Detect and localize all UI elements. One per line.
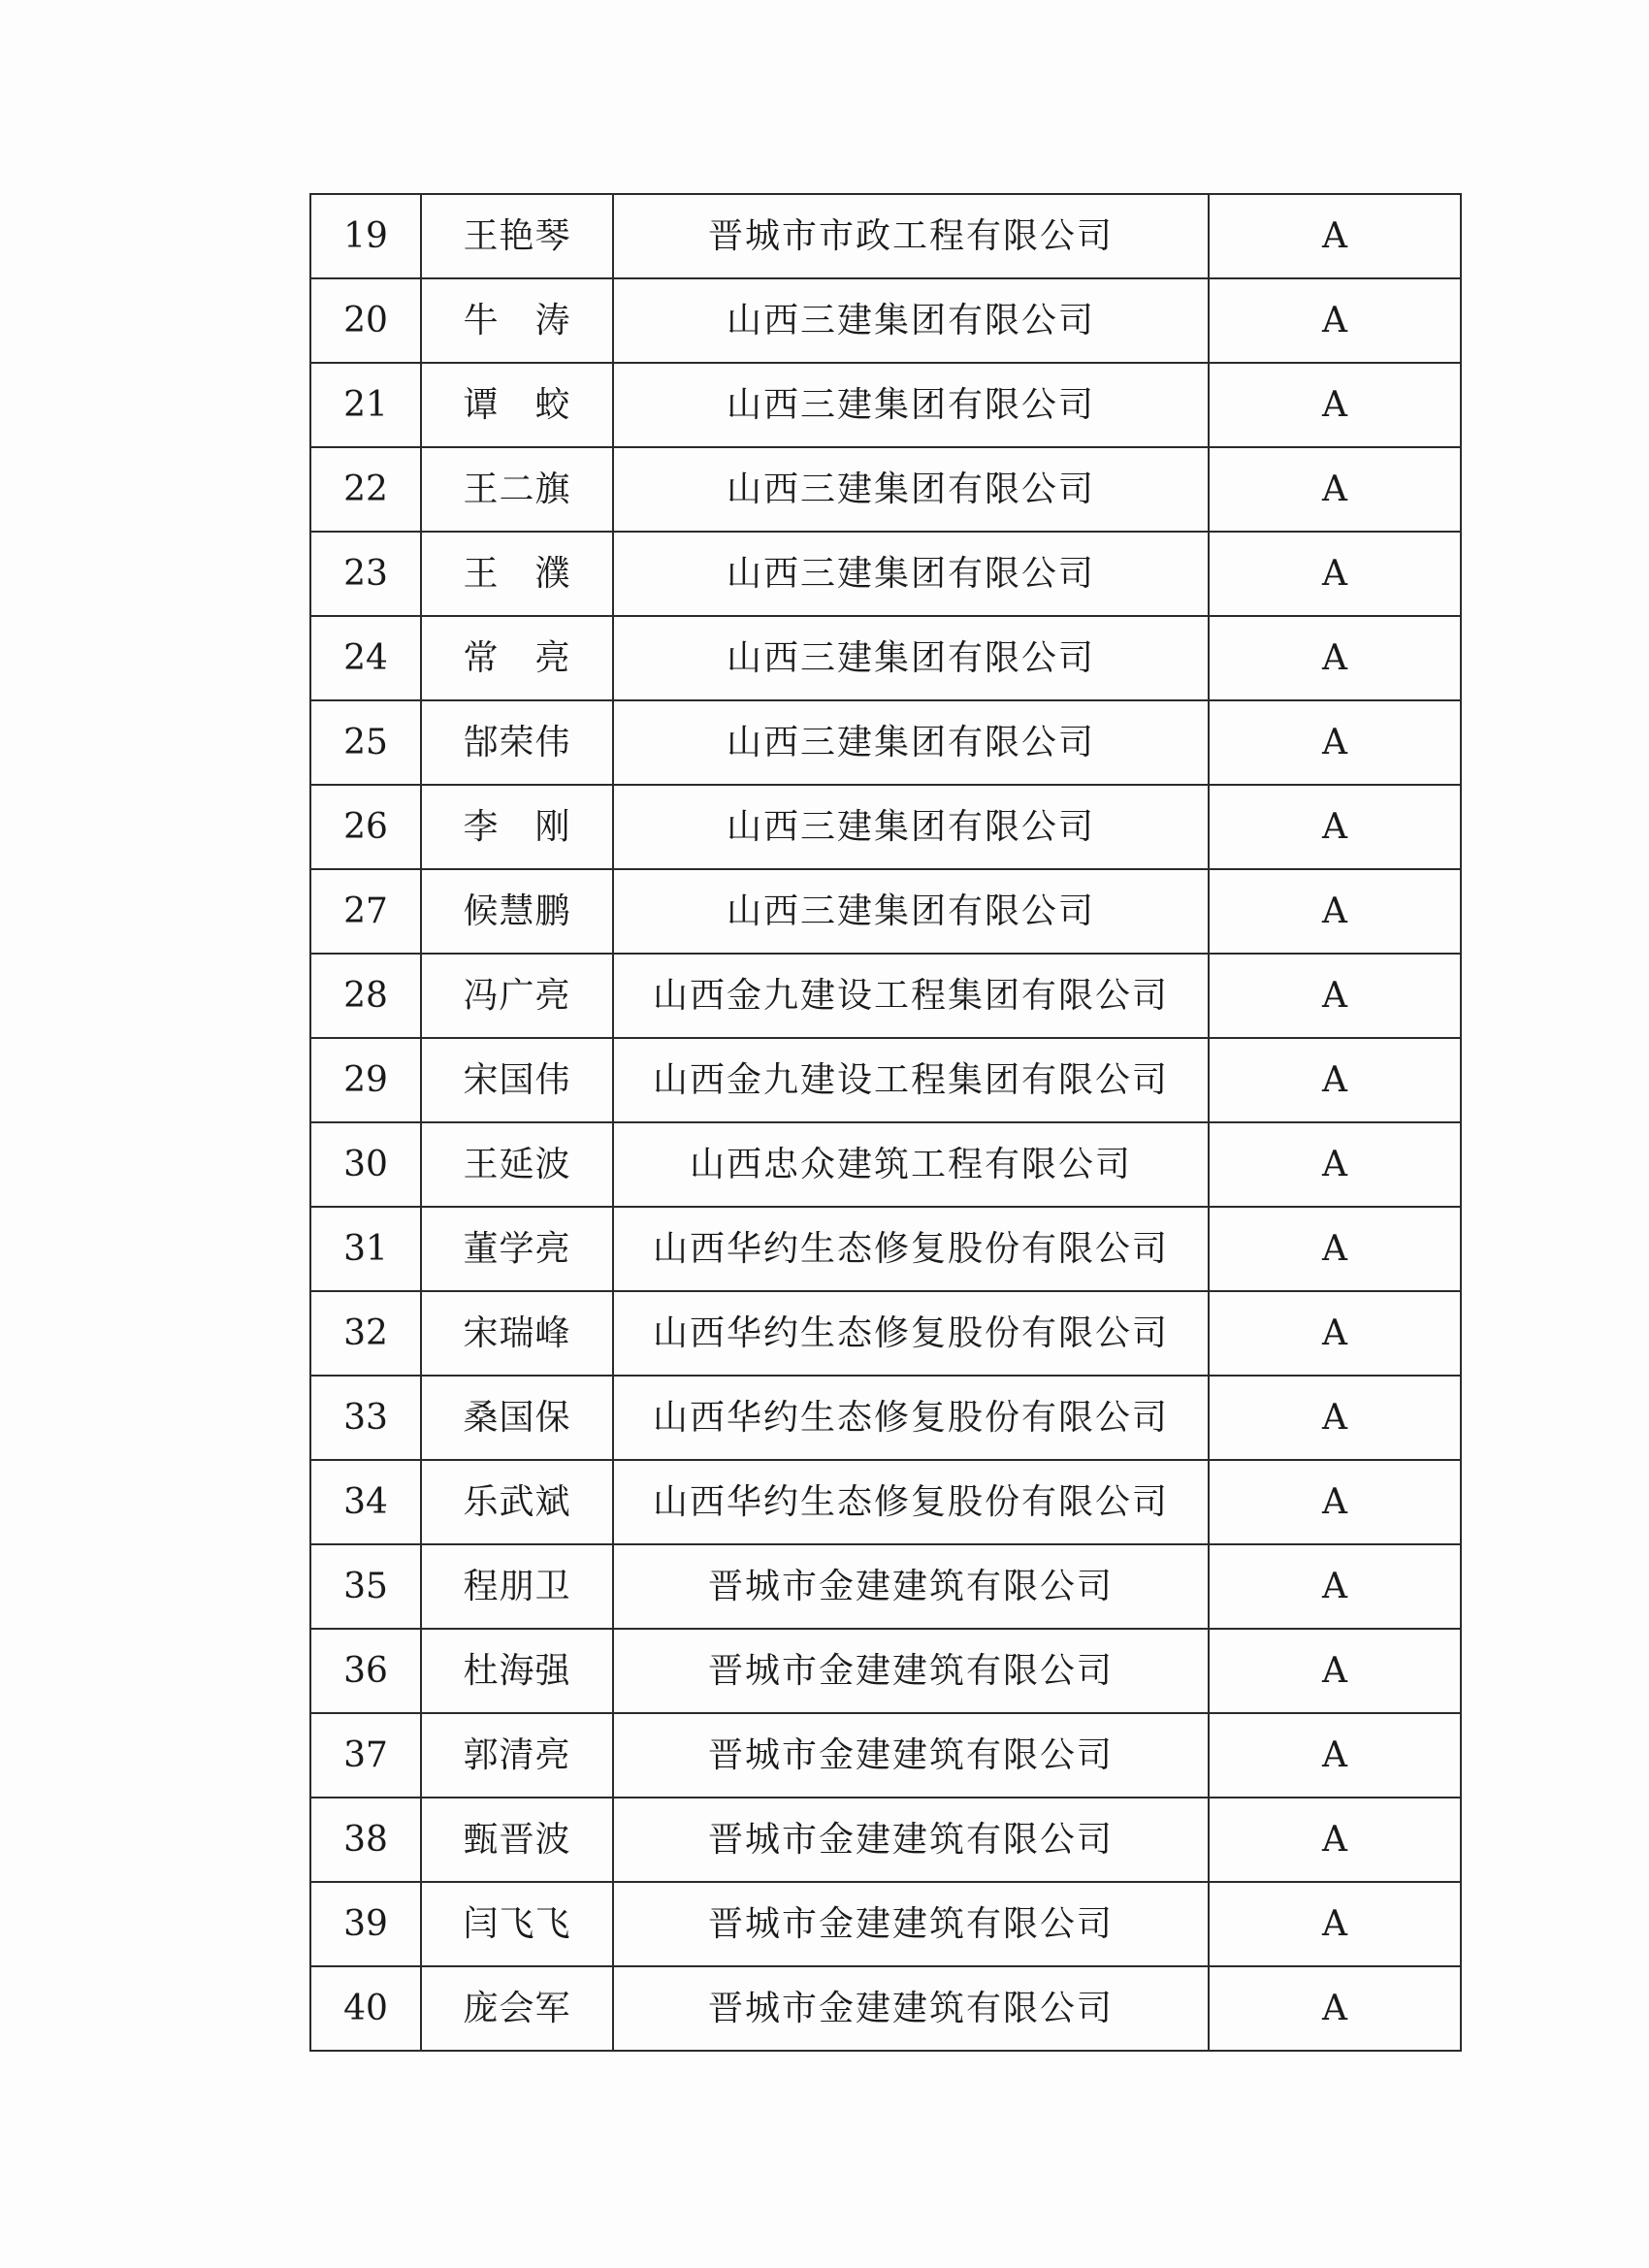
table-row bbox=[310, 1882, 1461, 1966]
row-number: 28 bbox=[310, 954, 421, 1038]
grade-value: A bbox=[1209, 1038, 1461, 1122]
grade-value: A bbox=[1209, 1798, 1461, 1882]
company-name: 山西三建集团有限公司 bbox=[613, 532, 1209, 616]
personnel-table bbox=[309, 193, 1462, 2052]
person-name: 谭 蛟 bbox=[421, 363, 613, 447]
grade-value: A bbox=[1209, 1544, 1461, 1629]
table-row bbox=[310, 785, 1461, 869]
table-row bbox=[310, 1544, 1461, 1629]
person-name: 宋瑞峰 bbox=[421, 1291, 613, 1376]
row-number: 35 bbox=[310, 1544, 421, 1629]
row-number: 25 bbox=[310, 700, 421, 785]
company-name: 山西华约生态修复股份有限公司 bbox=[613, 1291, 1209, 1376]
table-row bbox=[310, 1460, 1461, 1544]
row-number: 34 bbox=[310, 1460, 421, 1544]
table-row bbox=[310, 447, 1461, 532]
company-name: 山西忠众建筑工程有限公司 bbox=[613, 1122, 1209, 1207]
table-row bbox=[310, 1207, 1461, 1291]
grade-value: A bbox=[1209, 869, 1461, 954]
person-name: 郭清亮 bbox=[421, 1713, 613, 1798]
table-row bbox=[310, 954, 1461, 1038]
grade-value: A bbox=[1209, 1882, 1461, 1966]
grade-value: A bbox=[1209, 278, 1461, 363]
company-name: 山西华约生态修复股份有限公司 bbox=[613, 1207, 1209, 1291]
row-number: 32 bbox=[310, 1291, 421, 1376]
row-number: 37 bbox=[310, 1713, 421, 1798]
grade-value: A bbox=[1209, 447, 1461, 532]
table-row bbox=[310, 1966, 1461, 2051]
person-name: 程朋卫 bbox=[421, 1544, 613, 1629]
table-row bbox=[310, 532, 1461, 616]
company-name: 山西三建集团有限公司 bbox=[613, 700, 1209, 785]
company-name: 山西三建集团有限公司 bbox=[613, 363, 1209, 447]
table-row bbox=[310, 278, 1461, 363]
company-name: 晋城市市政工程有限公司 bbox=[613, 194, 1209, 278]
company-name: 山西三建集团有限公司 bbox=[613, 785, 1209, 869]
row-number: 39 bbox=[310, 1882, 421, 1966]
row-number: 29 bbox=[310, 1038, 421, 1122]
grade-value: A bbox=[1209, 785, 1461, 869]
table-row bbox=[310, 1376, 1461, 1460]
person-name: 王二旗 bbox=[421, 447, 613, 532]
company-name: 山西三建集团有限公司 bbox=[613, 447, 1209, 532]
company-name: 晋城市金建建筑有限公司 bbox=[613, 1629, 1209, 1713]
table-row bbox=[310, 1798, 1461, 1882]
company-name: 晋城市金建建筑有限公司 bbox=[613, 1798, 1209, 1882]
grade-value: A bbox=[1209, 1122, 1461, 1207]
grade-value: A bbox=[1209, 616, 1461, 700]
table-row bbox=[310, 1291, 1461, 1376]
person-name: 杜海强 bbox=[421, 1629, 613, 1713]
grade-value: A bbox=[1209, 954, 1461, 1038]
person-name: 常 亮 bbox=[421, 616, 613, 700]
person-name: 候慧鹏 bbox=[421, 869, 613, 954]
row-number: 26 bbox=[310, 785, 421, 869]
grade-value: A bbox=[1209, 1966, 1461, 2051]
grade-value: A bbox=[1209, 1713, 1461, 1798]
row-number: 20 bbox=[310, 278, 421, 363]
row-number: 21 bbox=[310, 363, 421, 447]
person-name: 乐武斌 bbox=[421, 1460, 613, 1544]
table-row bbox=[310, 1122, 1461, 1207]
person-name: 桑国保 bbox=[421, 1376, 613, 1460]
company-name: 山西金九建设工程集团有限公司 bbox=[613, 954, 1209, 1038]
row-number: 27 bbox=[310, 869, 421, 954]
row-number: 22 bbox=[310, 447, 421, 532]
grade-value: A bbox=[1209, 1460, 1461, 1544]
person-name: 李 刚 bbox=[421, 785, 613, 869]
person-name: 王延波 bbox=[421, 1122, 613, 1207]
grade-value: A bbox=[1209, 1376, 1461, 1460]
company-name: 山西三建集团有限公司 bbox=[613, 869, 1209, 954]
company-name: 晋城市金建建筑有限公司 bbox=[613, 1882, 1209, 1966]
table-row bbox=[310, 194, 1461, 278]
grade-value: A bbox=[1209, 363, 1461, 447]
person-name: 甄晋波 bbox=[421, 1798, 613, 1882]
person-name: 王艳琴 bbox=[421, 194, 613, 278]
person-name: 闫飞飞 bbox=[421, 1882, 613, 1966]
company-name: 山西三建集团有限公司 bbox=[613, 278, 1209, 363]
company-name: 山西三建集团有限公司 bbox=[613, 616, 1209, 700]
row-number: 19 bbox=[310, 194, 421, 278]
row-number: 23 bbox=[310, 532, 421, 616]
personnel-table-body bbox=[310, 194, 1461, 2051]
person-name: 宋国伟 bbox=[421, 1038, 613, 1122]
person-name: 庞会军 bbox=[421, 1966, 613, 2051]
grade-value: A bbox=[1209, 532, 1461, 616]
row-number: 31 bbox=[310, 1207, 421, 1291]
table-row bbox=[310, 869, 1461, 954]
company-name: 山西华约生态修复股份有限公司 bbox=[613, 1376, 1209, 1460]
row-number: 40 bbox=[310, 1966, 421, 2051]
grade-value: A bbox=[1209, 700, 1461, 785]
table-row bbox=[310, 700, 1461, 785]
table-row bbox=[310, 363, 1461, 447]
grade-value: A bbox=[1209, 1629, 1461, 1713]
row-number: 33 bbox=[310, 1376, 421, 1460]
table-row bbox=[310, 616, 1461, 700]
person-name: 冯广亮 bbox=[421, 954, 613, 1038]
table-row bbox=[310, 1038, 1461, 1122]
person-name: 王 濮 bbox=[421, 532, 613, 616]
company-name: 山西华约生态修复股份有限公司 bbox=[613, 1460, 1209, 1544]
table-row bbox=[310, 1713, 1461, 1798]
person-name: 牛 涛 bbox=[421, 278, 613, 363]
row-number: 30 bbox=[310, 1122, 421, 1207]
person-name: 郜荣伟 bbox=[421, 700, 613, 785]
row-number: 38 bbox=[310, 1798, 421, 1882]
row-number: 36 bbox=[310, 1629, 421, 1713]
grade-value: A bbox=[1209, 194, 1461, 278]
person-name: 董学亮 bbox=[421, 1207, 613, 1291]
company-name: 晋城市金建建筑有限公司 bbox=[613, 1713, 1209, 1798]
grade-value: A bbox=[1209, 1207, 1461, 1291]
company-name: 山西金九建设工程集团有限公司 bbox=[613, 1038, 1209, 1122]
company-name: 晋城市金建建筑有限公司 bbox=[613, 1544, 1209, 1629]
row-number: 24 bbox=[310, 616, 421, 700]
company-name: 晋城市金建建筑有限公司 bbox=[613, 1966, 1209, 2051]
table-row bbox=[310, 1629, 1461, 1713]
grade-value: A bbox=[1209, 1291, 1461, 1376]
